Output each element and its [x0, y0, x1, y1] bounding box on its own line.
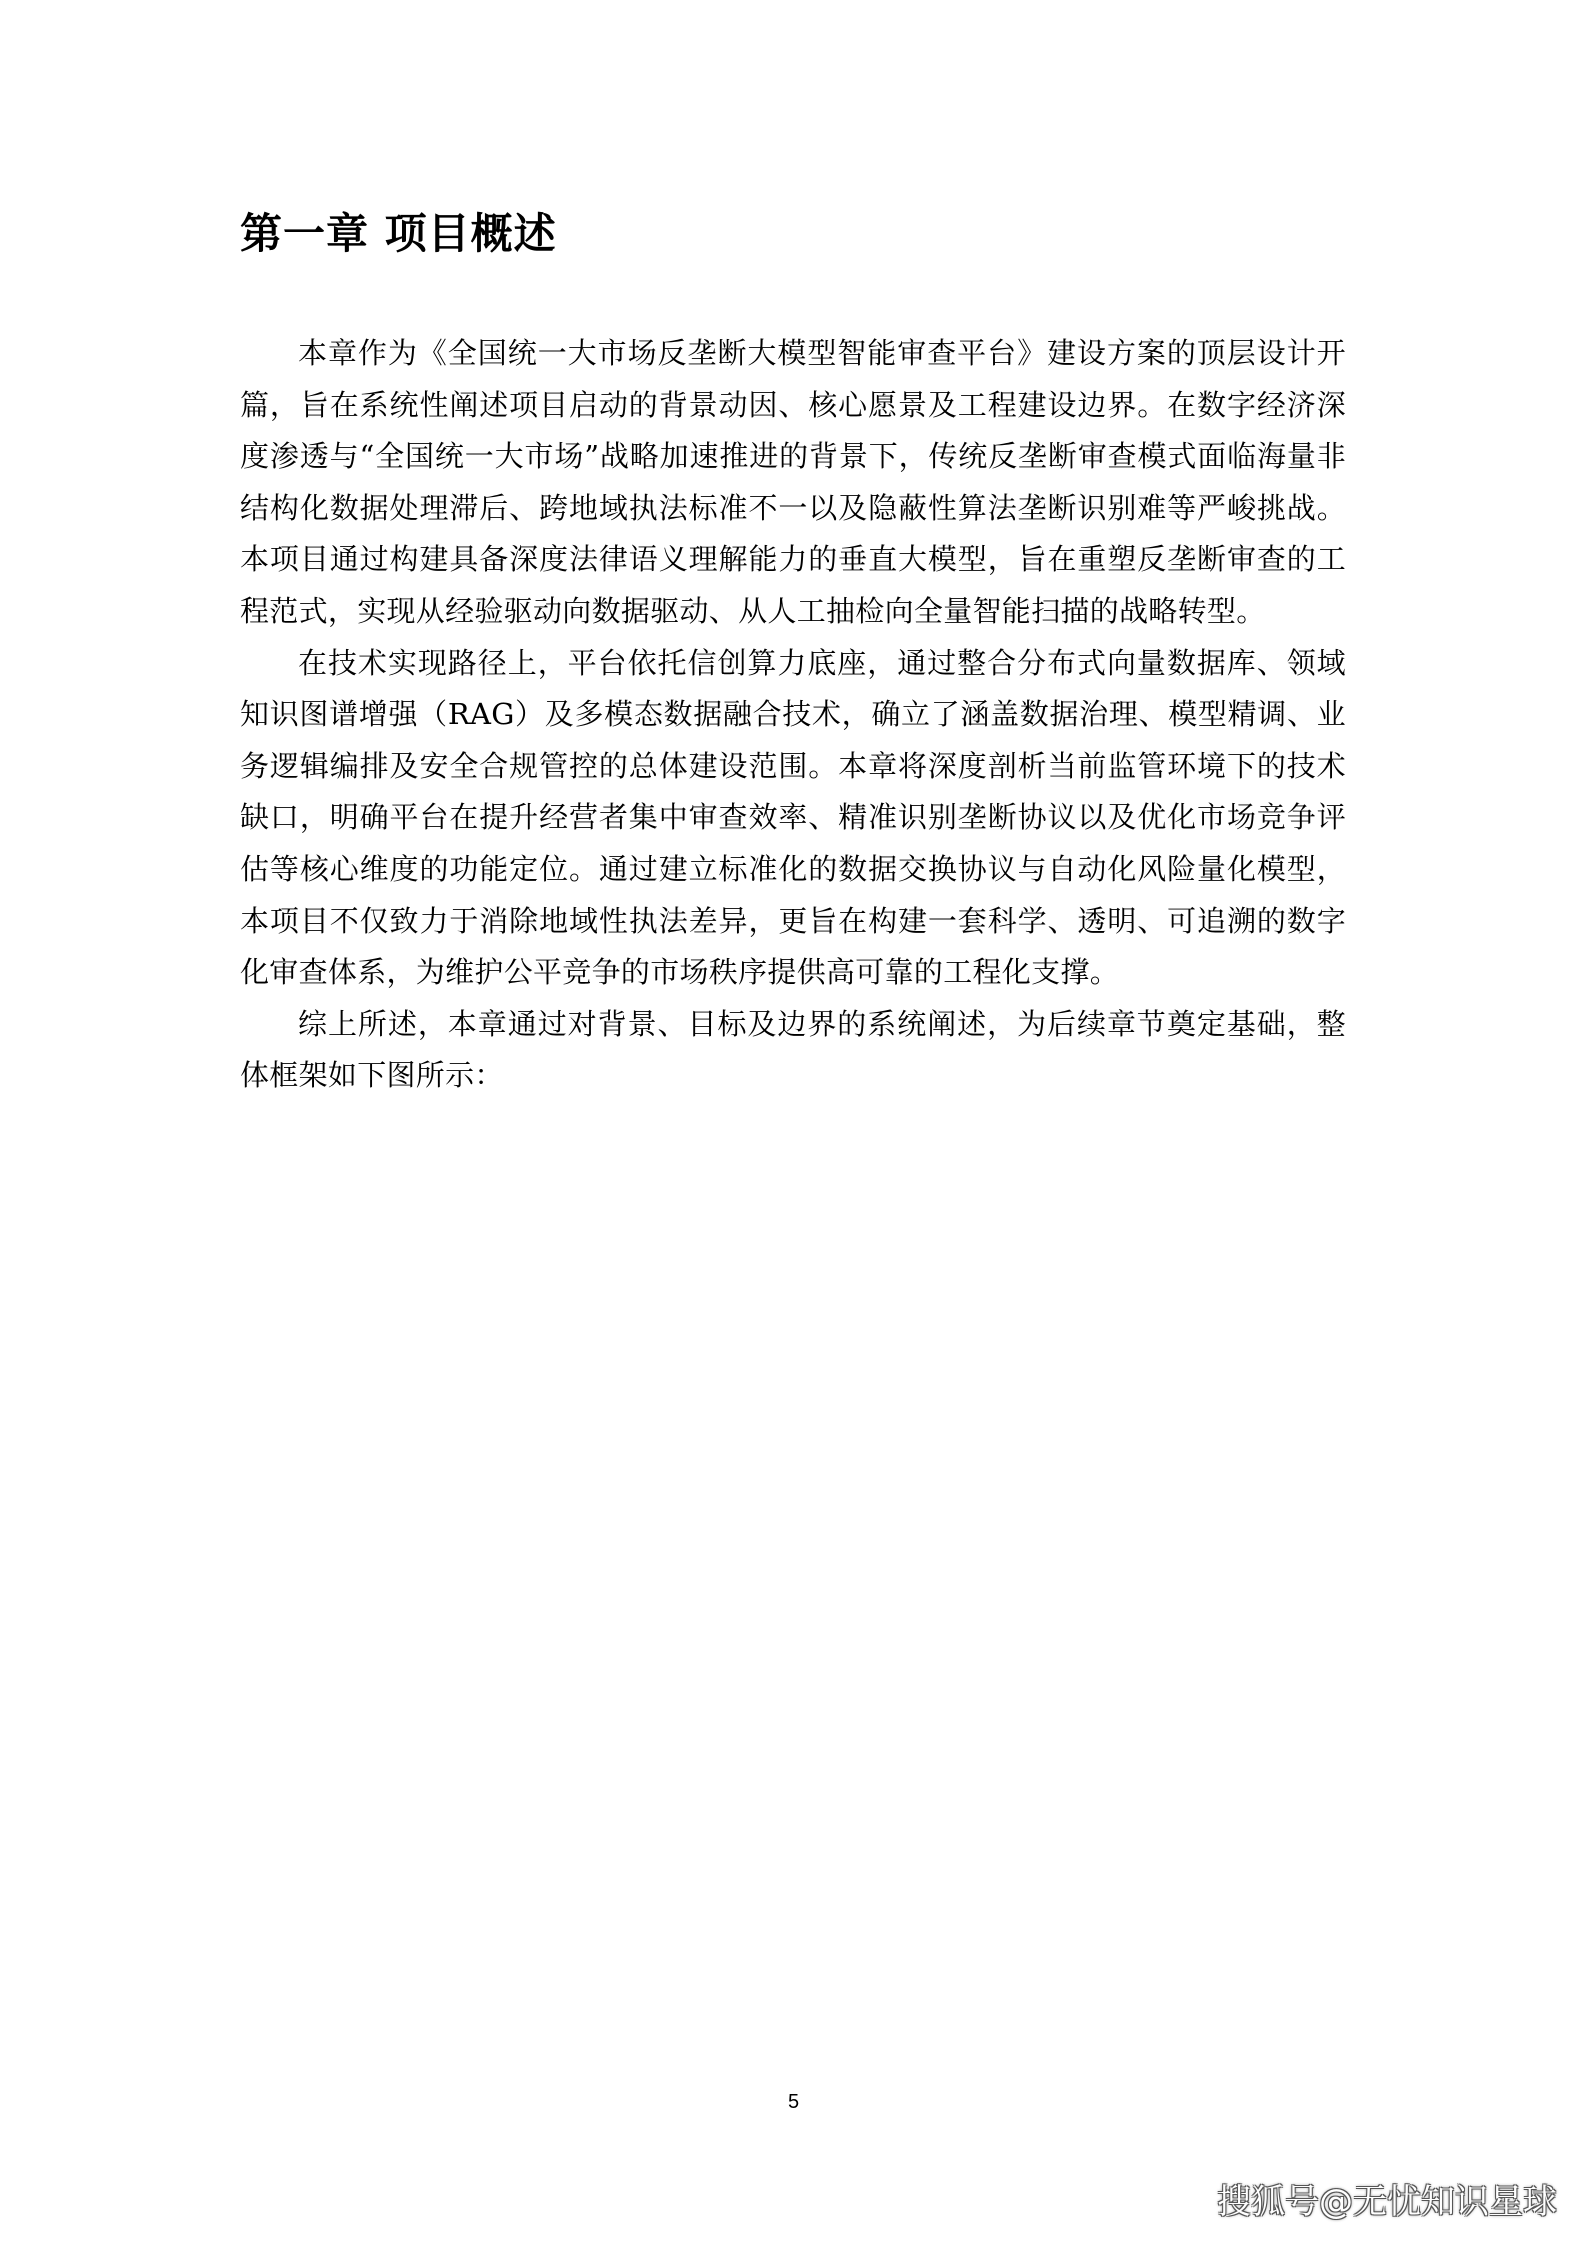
chapter-title: 第一章 项目概述 [240, 209, 557, 258]
paragraph-technical-path: 在技术实现路径上，平台依托信创算力底座，通过整合分布式向量数据库、领域知识图谱增强（RAG）及多模态数据融合技术，确立了涵盖数据治理、模型精调、业务逻辑编排及安全合规管控的总体建设范围。本章将深度剖析当前监管环境下的技术缺口，明确平台在提升经营者集中审查效率、精准识别垄断协议以及优化市场竞争评估等核心维度的功能定位。通过建立标准化的数据交换协议与自动化风险量化模型，本项目不仅致力于消除地域性执法差异，更旨在构建一套科学、透明、可追溯的数字化审查体系，为维护公平竞争的市场秩序提供高可靠的工程化支撑。 [240, 645, 1346, 990]
paragraph-summary: 综上所述，本章通过对背景、目标及边界的系统阐述，为后续章节奠定基础，整体框架如下图所示： [240, 1006, 1346, 1093]
page-number: 5 [787, 2091, 800, 2113]
body-text [240, 328, 1346, 1102]
watermark: 搜狐号@无忧知识星球 [1217, 2182, 1557, 2222]
paragraph-intro: 本章作为《全国统一大市场反垄断大模型智能审查平台》建设方案的顶层设计开篇，旨在系统性阐述项目启动的背景动因、核心愿景及工程建设边界。在数字经济深度渗透与“全国统一大市场”战略加速推进的背景下，传统反垄断审查模式面临海量非结构化数据处理滞后、跨地域执法标准不一以及隐蔽性算法垄断识别难等严峻挑战。本项目通过构建具备深度法律语义理解能力的垂直大模型，旨在重塑反垄断审查的工程范式，实现从经验驱动向数据驱动、从人工抽检向全量智能扫描的战略转型。 [240, 336, 1346, 628]
